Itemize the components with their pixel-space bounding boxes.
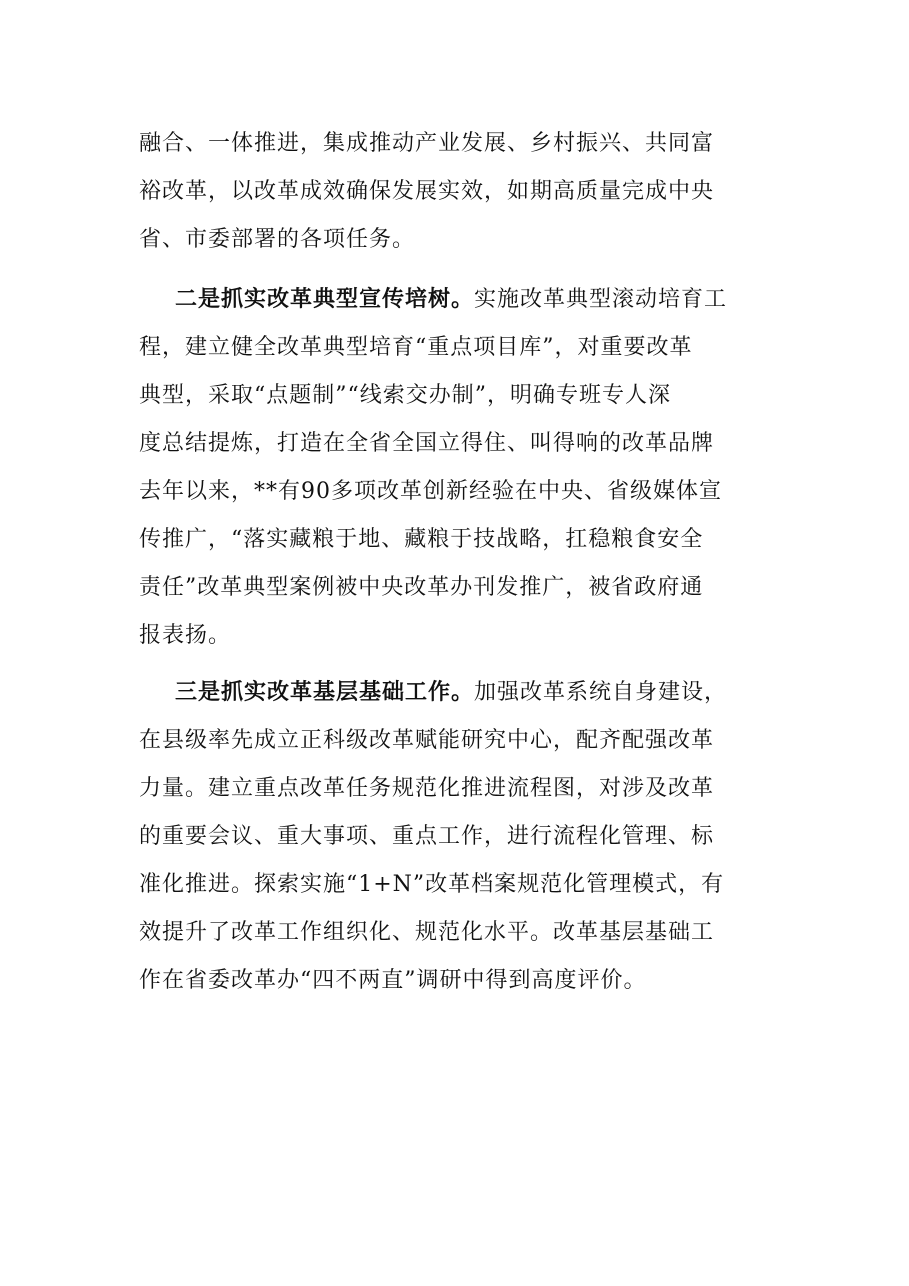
paragraph-line: 报表扬。 (139, 623, 232, 648)
paragraph-line: 省、市委部署的各项任务。 (139, 227, 416, 252)
paragraph-line: 的重要会议、重大事项、重点工作，进行流程化管理、标 (139, 824, 715, 849)
paragraph-heading: 二是抓实改革典型宣传培树。 (175, 287, 475, 312)
paragraph-first-line (175, 677, 727, 709)
paragraph-line: 准化推进。探索实施“1+N”改革档案规范化管理模式，有 (139, 872, 725, 897)
paragraph-line: 典型，采取“点题制”“线索交办制”，明确专班专人深 (139, 383, 671, 408)
paragraph-line: 传推广，“落实藏粮于地、藏粮于技战略，扛稳粮食安全 (139, 527, 704, 552)
paragraph-first-line (175, 284, 727, 316)
paragraph-text: 实施改革典型滚动培育工 (474, 287, 728, 312)
paragraph-text: 加强改革系统自身建设， (474, 680, 728, 705)
paragraph-heading: 三是抓实改革基层基础工作。 (175, 680, 475, 705)
paragraph-line: 裕改革，以改革成效确保发展实效，如期高质量完成中央 (139, 179, 715, 204)
paragraph-line: 程，建立健全改革典型培育“重点项目库”，对重要改革 (139, 335, 693, 360)
paragraph-line: 力量。建立重点改革任务规范化推进流程图，对涉及改革 (139, 776, 715, 801)
paragraph-line: 去年以来，**有90多项改革创新经验在中央、省级媒体宣 (139, 479, 722, 504)
paragraph-line: 效提升了改革工作组织化、规范化水平。改革基层基础工 (139, 920, 715, 945)
paragraph-line: 作在省委改革办“四不两直”调研中得到高度评价。 (139, 968, 647, 993)
paragraph-line: 度总结提炼，打造在全省全国立得住、叫得响的改革品牌 (139, 431, 715, 456)
paragraph-line: 责任”改革典型案例被中央改革办刊发推广，被省政府通 (139, 575, 704, 600)
paragraph-line: 在县级率先成立正科级改革赋能研究中心，配齐配强改革 (139, 728, 715, 753)
paragraph-line: 融合、一体推进，集成推动产业发展、乡村振兴、共同富 (139, 131, 715, 156)
